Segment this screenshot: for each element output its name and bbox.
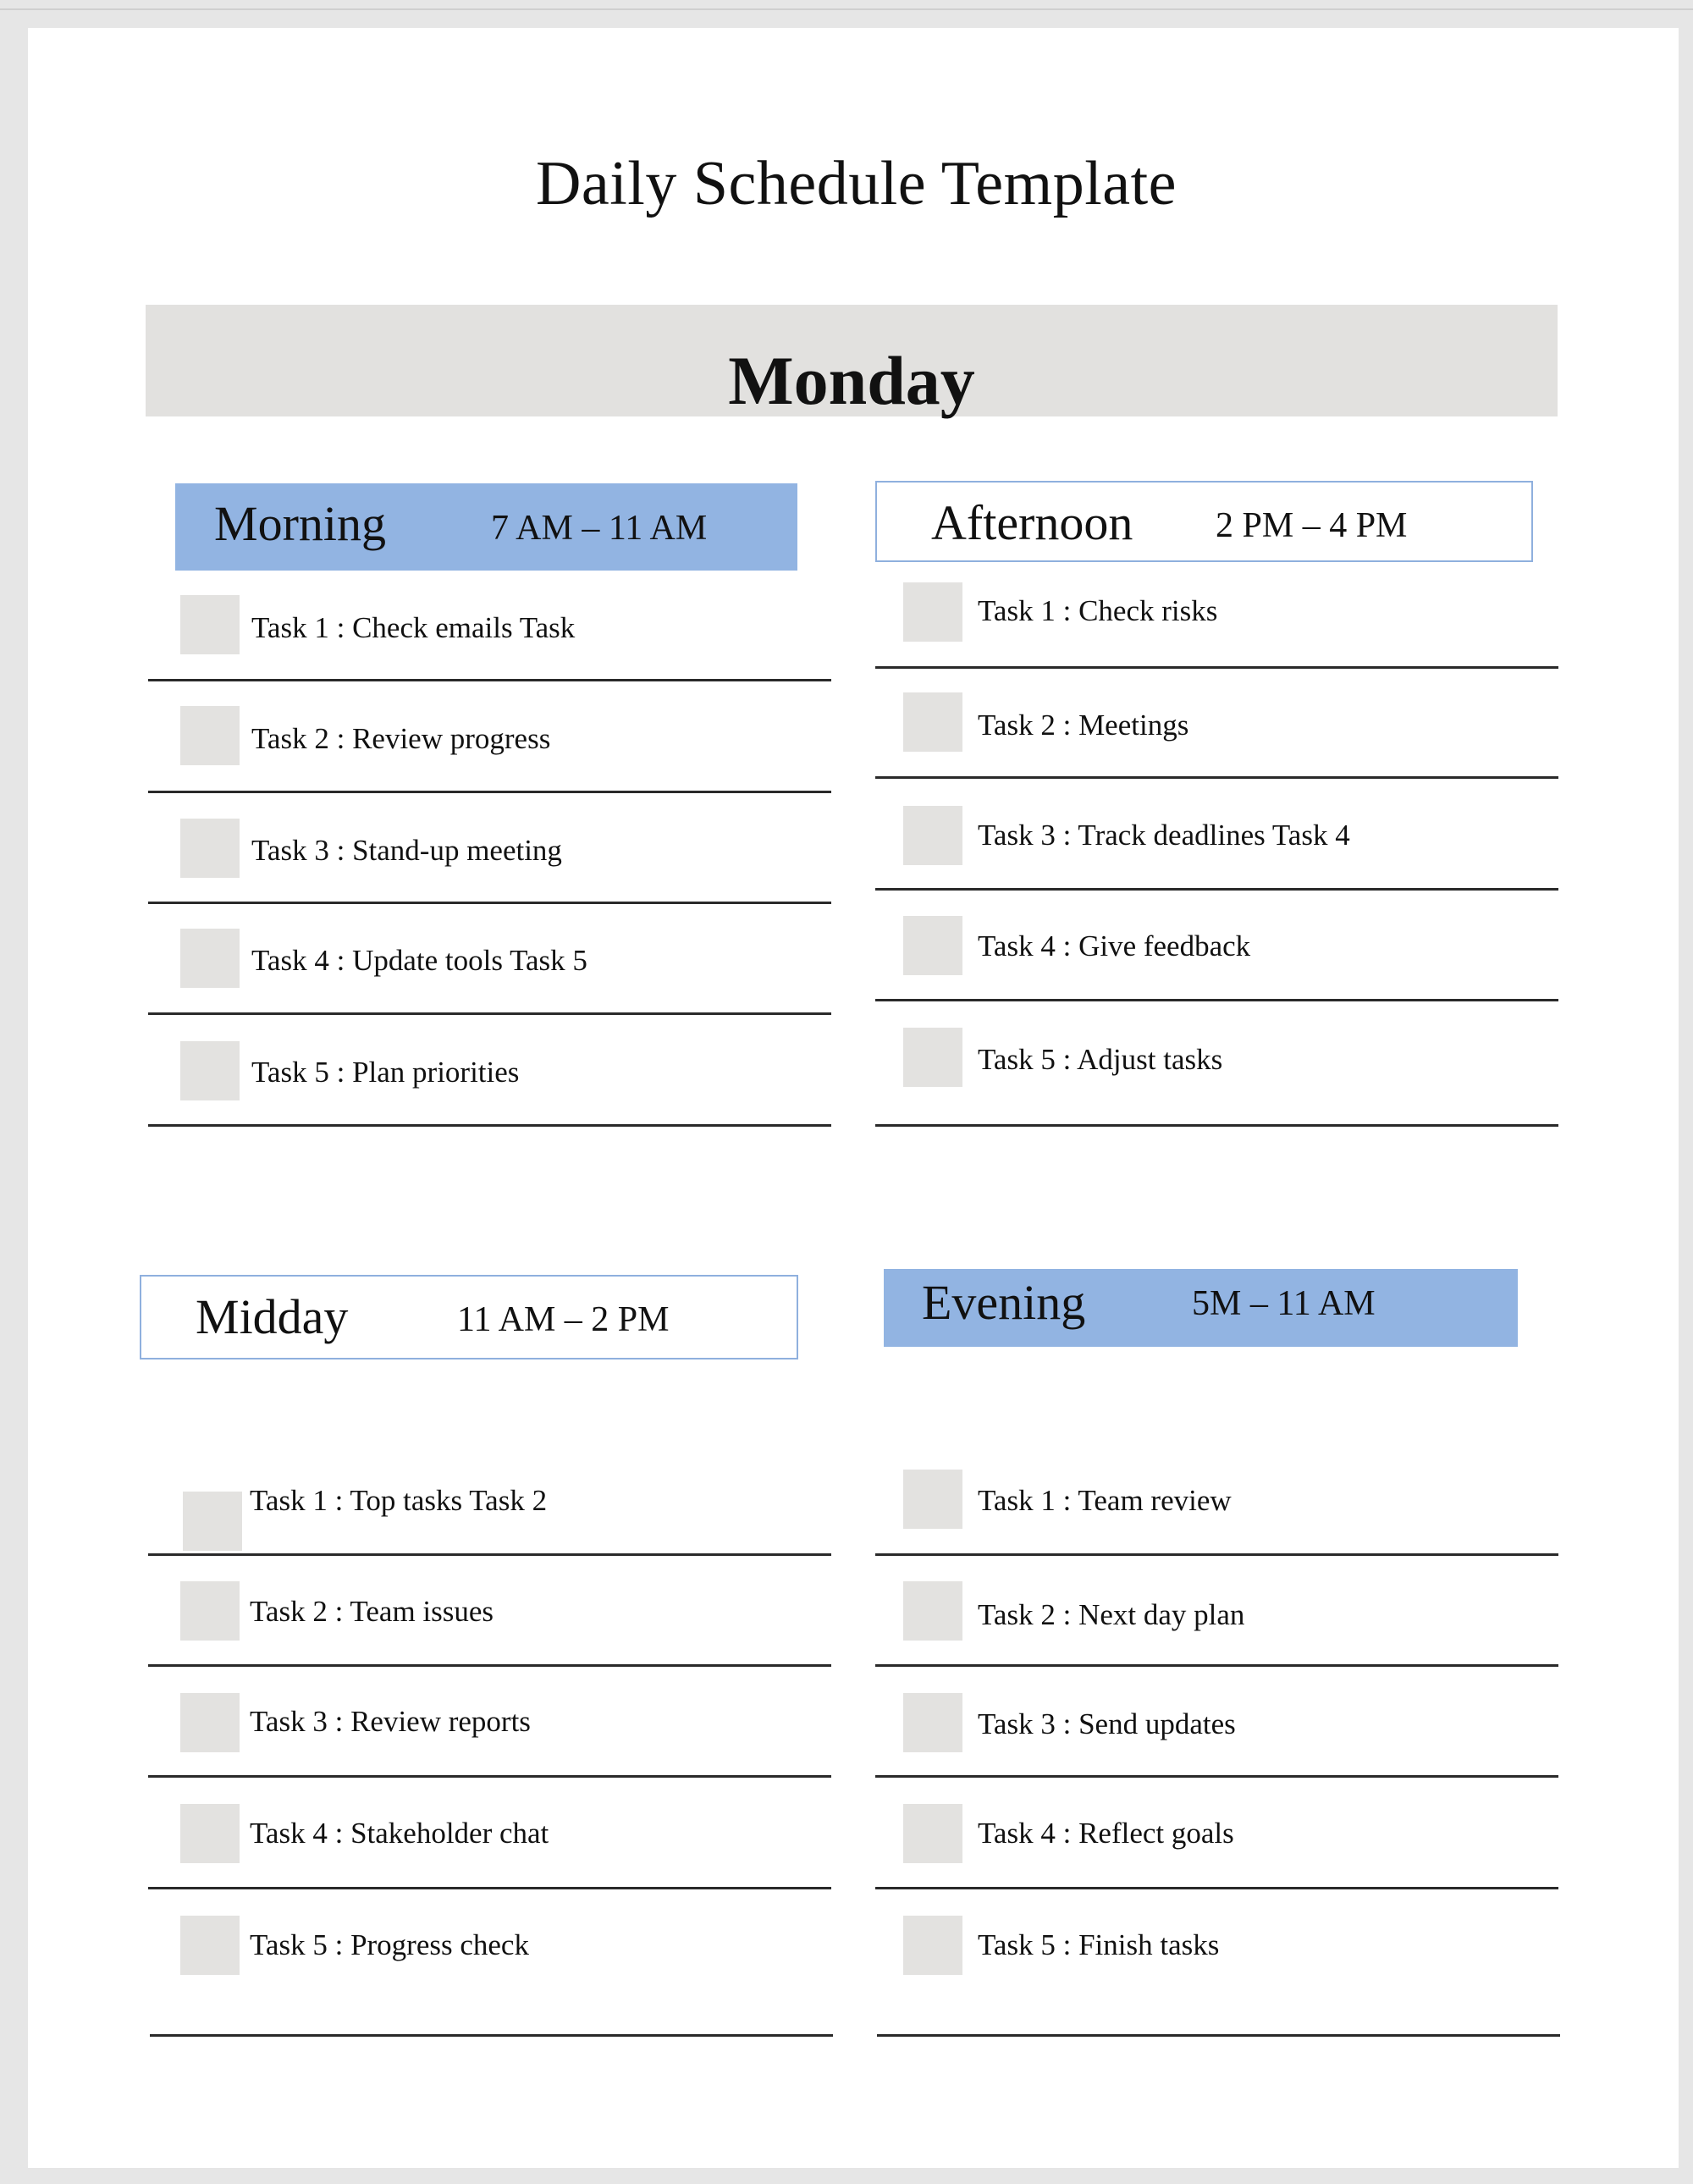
- task-label: Task 5 : Adjust tasks: [978, 1043, 1223, 1076]
- task-label: Task 1 : Top tasks Task 2: [250, 1484, 548, 1517]
- task-divider: [150, 2034, 833, 2037]
- task-divider: [875, 776, 1558, 779]
- task-label: Task 2 : Meetings: [978, 709, 1189, 742]
- document-title: Daily Schedule Template: [535, 149, 1177, 218]
- evening-section-time: 5M – 11 AM: [1192, 1284, 1376, 1323]
- task-checkbox[interactable]: [903, 1470, 962, 1529]
- task-divider: [148, 1012, 831, 1015]
- task-checkbox[interactable]: [180, 706, 240, 765]
- task-divider: [148, 1553, 831, 1556]
- task-checkbox[interactable]: [903, 1804, 962, 1863]
- task-divider: [875, 1124, 1558, 1127]
- task-checkbox[interactable]: [903, 1581, 962, 1641]
- task-divider: [875, 1887, 1558, 1889]
- afternoon-section-time: 2 PM – 4 PM: [1216, 506, 1408, 545]
- morning-section-header: [175, 483, 797, 571]
- task-divider: [875, 888, 1558, 891]
- task-checkbox[interactable]: [903, 582, 962, 642]
- task-label: Task 4 : Give feedback: [978, 929, 1251, 962]
- task-divider: [148, 902, 831, 904]
- task-divider: [875, 1553, 1558, 1556]
- task-checkbox[interactable]: [183, 1492, 242, 1551]
- task-label: Task 4 : Update tools Task 5: [251, 944, 587, 977]
- task-divider: [148, 1887, 831, 1889]
- task-checkbox[interactable]: [903, 1028, 962, 1087]
- task-label: Task 3 : Review reports: [250, 1705, 531, 1738]
- task-label: Task 3 : Send updates: [978, 1707, 1236, 1740]
- task-label: Task 5 : Progress check: [250, 1928, 529, 1961]
- afternoon-section-header: [875, 481, 1533, 562]
- task-divider: [148, 1124, 831, 1127]
- window-top-edge: [0, 8, 1693, 10]
- task-checkbox[interactable]: [903, 1916, 962, 1975]
- task-divider: [877, 2034, 1560, 2037]
- task-checkbox[interactable]: [903, 916, 962, 975]
- task-checkbox[interactable]: [903, 692, 962, 752]
- midday-section-header: [140, 1275, 798, 1359]
- task-divider: [875, 999, 1558, 1001]
- midday-section-time: 11 AM – 2 PM: [457, 1300, 670, 1339]
- task-label: Task 1 : Check emails Task: [251, 611, 576, 644]
- task-checkbox[interactable]: [180, 595, 240, 654]
- task-checkbox[interactable]: [903, 1693, 962, 1752]
- task-divider: [148, 791, 831, 793]
- task-label: Task 2 : Team issues: [250, 1595, 494, 1628]
- day-label: Monday: [728, 342, 975, 419]
- task-label: Task 1 : Team review: [978, 1484, 1232, 1517]
- task-checkbox[interactable]: [903, 806, 962, 865]
- task-label: Task 5 : Plan priorities: [251, 1056, 520, 1089]
- task-checkbox[interactable]: [180, 1581, 240, 1641]
- task-checkbox[interactable]: [180, 1804, 240, 1863]
- task-label: Task 4 : Reflect goals: [978, 1817, 1234, 1850]
- evening-section-header: [884, 1269, 1518, 1347]
- midday-section-name: Midday: [196, 1289, 349, 1344]
- morning-section-time: 7 AM – 11 AM: [491, 509, 708, 548]
- task-label: Task 3 : Stand-up meeting: [251, 834, 562, 867]
- task-divider: [875, 1775, 1558, 1778]
- task-label: Task 1 : Check risks: [978, 594, 1218, 627]
- task-divider: [875, 1664, 1558, 1667]
- task-checkbox[interactable]: [180, 929, 240, 988]
- evening-section-name: Evening: [922, 1275, 1086, 1330]
- task-divider: [148, 679, 831, 681]
- task-label: Task 4 : Stakeholder chat: [250, 1817, 549, 1850]
- task-label: Task 3 : Track deadlines Task 4: [978, 819, 1350, 852]
- task-label: Task 5 : Finish tasks: [978, 1928, 1220, 1961]
- day-header-bar: [146, 305, 1558, 419]
- task-label: Task 2 : Review progress: [251, 722, 551, 755]
- task-divider: [148, 1775, 831, 1778]
- task-checkbox[interactable]: [180, 1041, 240, 1100]
- task-checkbox[interactable]: [180, 819, 240, 878]
- task-label: Task 2 : Next day plan: [978, 1598, 1245, 1631]
- task-divider: [875, 666, 1558, 669]
- task-checkbox[interactable]: [180, 1916, 240, 1975]
- task-divider: [148, 1664, 831, 1667]
- task-checkbox[interactable]: [180, 1693, 240, 1752]
- morning-section-name: Morning: [214, 496, 386, 551]
- afternoon-section-name: Afternoon: [931, 495, 1133, 550]
